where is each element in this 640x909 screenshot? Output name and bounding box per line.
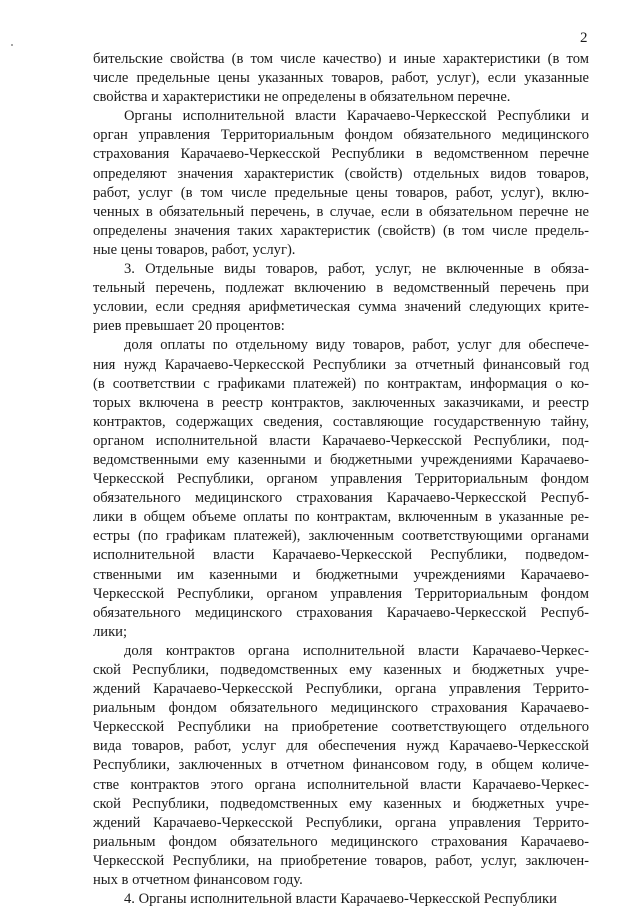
text-line: риев превышает 20 процентов: — [93, 318, 285, 335]
text-line: лики; — [93, 623, 128, 640]
text-line: ственными им казенными и бюджетными учреждениями Карачаево- — [93, 566, 589, 583]
paragraph — [93, 336, 589, 642]
text-line: ской Республики, подведомственных ему казенных и бюджетных учре- — [93, 795, 589, 812]
text-line: лики в общем объеме оплаты по контрактам, включенным в указанные ре- — [93, 509, 589, 526]
text-line: ных в отчетном финансовом году. — [93, 872, 303, 889]
text-line: торых включена в реестр контрактов, заключенных заказчиками, и реестр — [93, 394, 589, 411]
text-line: ждений Карачаево-Черкесской Республики, органа управления Террито- — [93, 814, 589, 831]
text-line: стве контрактов этого органа исполнительной власти Карачаево-Черкес- — [93, 776, 589, 793]
paragraph — [93, 260, 589, 336]
text-line: свойства и характеристики не определены в обязательном перечне. — [93, 89, 511, 106]
text-line: определяют значения характеристик (свойств) отдельных видов товаров, — [93, 165, 589, 182]
text-line: Черкесской Республики, на приобретение товаров, работ, услуг, заключен- — [93, 852, 589, 869]
text-line: страхования Карачаево-Черкесской Республики в ведомственном перечне — [93, 146, 589, 163]
text-line: ждений Карачаево-Черкесской Республики, органа управления Террито- — [93, 681, 589, 698]
text-line: контрактов, содержащих сведения, составляющие государственную тайну, — [93, 413, 589, 430]
text-line: (в соответствии с графиками платежей) по контрактам, информация о ко- — [93, 375, 589, 392]
text-line: ные цены товаров, работ, услуг). — [93, 241, 296, 258]
text-line: Черкесской Республики на приобретение соответствующего отдельного — [93, 719, 589, 736]
text-line: ской Республики, подведомственных ему казенных и бюджетных учре- — [93, 662, 589, 678]
text-line: работ, услуг (в том числе предельные цены товаров, работ, услуг), вклю- — [93, 184, 589, 201]
text-line: естры (по графикам платежей), заключенным соответствующими органами — [93, 528, 589, 545]
page-number: 2 — [580, 30, 588, 46]
text-line: исполнительной власти Карачаево-Черкесской Республики, подведом- — [93, 547, 589, 564]
text-line: Органы исполнительной власти Карачаево-Черкесской Республики и — [124, 108, 589, 125]
text-line: риальным фондом обязательного медицинского страхования Карачаево- — [93, 833, 589, 850]
paragraph — [93, 107, 589, 260]
text-line: орган управления Территориальным фондом обязательного медицинского — [93, 127, 589, 144]
text-line: 3. Отдельные виды товаров, работ, услуг, не включенные в обяза- — [124, 261, 589, 278]
paragraph — [93, 890, 589, 909]
text-line: условии, если средняя арифметическая сумма значений следующих крите- — [93, 299, 589, 316]
text-line: определены значения таких характеристик (свойств) (в том числе предель- — [93, 222, 589, 239]
text-line: Черкесской Республики, органом управления Территориальным фондом — [93, 471, 589, 488]
document-body — [93, 50, 589, 909]
text-line: числе предельные цены указанных товаров, работ, услуг), если указанные — [93, 70, 589, 87]
text-line: ния нужд Карачаево-Черкесской Республики за отчетный финансовый год — [93, 356, 589, 373]
scan-speck — [11, 44, 13, 46]
text-line: тельный перечень, подлежат включению в ведомственный перечень при — [93, 280, 589, 297]
text-line: обязательного медицинского страхования Карачаево-Черкесской Респуб- — [93, 490, 589, 507]
text-line: Черкесской Республики, органом управления Территориальным фондом — [93, 585, 589, 602]
paragraph — [93, 50, 589, 107]
text-line: ведомственными ему казенными и бюджетными учреждениями Карачаево- — [93, 451, 589, 468]
text-line: органом исполнительной власти Карачаево-Черкесской Республики, под- — [93, 432, 589, 449]
text-line: вида товаров, работ, услуг для обеспечения нужд Карачаево-Черкесской — [93, 738, 589, 755]
text-line: доля контрактов органа исполнительной власти Карачаево-Черкес- — [124, 642, 589, 659]
text-line: бительские свойства (в том числе качество) и иные характеристики (в том — [93, 51, 589, 67]
text-line: риальным фондом обязательного медицинского страхования Карачаево- — [93, 700, 589, 717]
text-line: ченных в обязательный перечень, в случае, если в обязательном перечне не — [93, 203, 589, 220]
text-line: Республики, заключенных в отчетном финансовом году, в общем количе- — [93, 757, 589, 774]
text-line: 4. Органы исполнительной власти Карачаево-Черкесской Республики — [124, 891, 557, 908]
paragraph — [93, 642, 589, 890]
text-line: обязательного медицинского страхования Карачаево-Черкесской Респуб- — [93, 604, 589, 621]
text-line: доля оплаты по отдельному виду товаров, работ, услуг для обеспече- — [124, 337, 589, 354]
